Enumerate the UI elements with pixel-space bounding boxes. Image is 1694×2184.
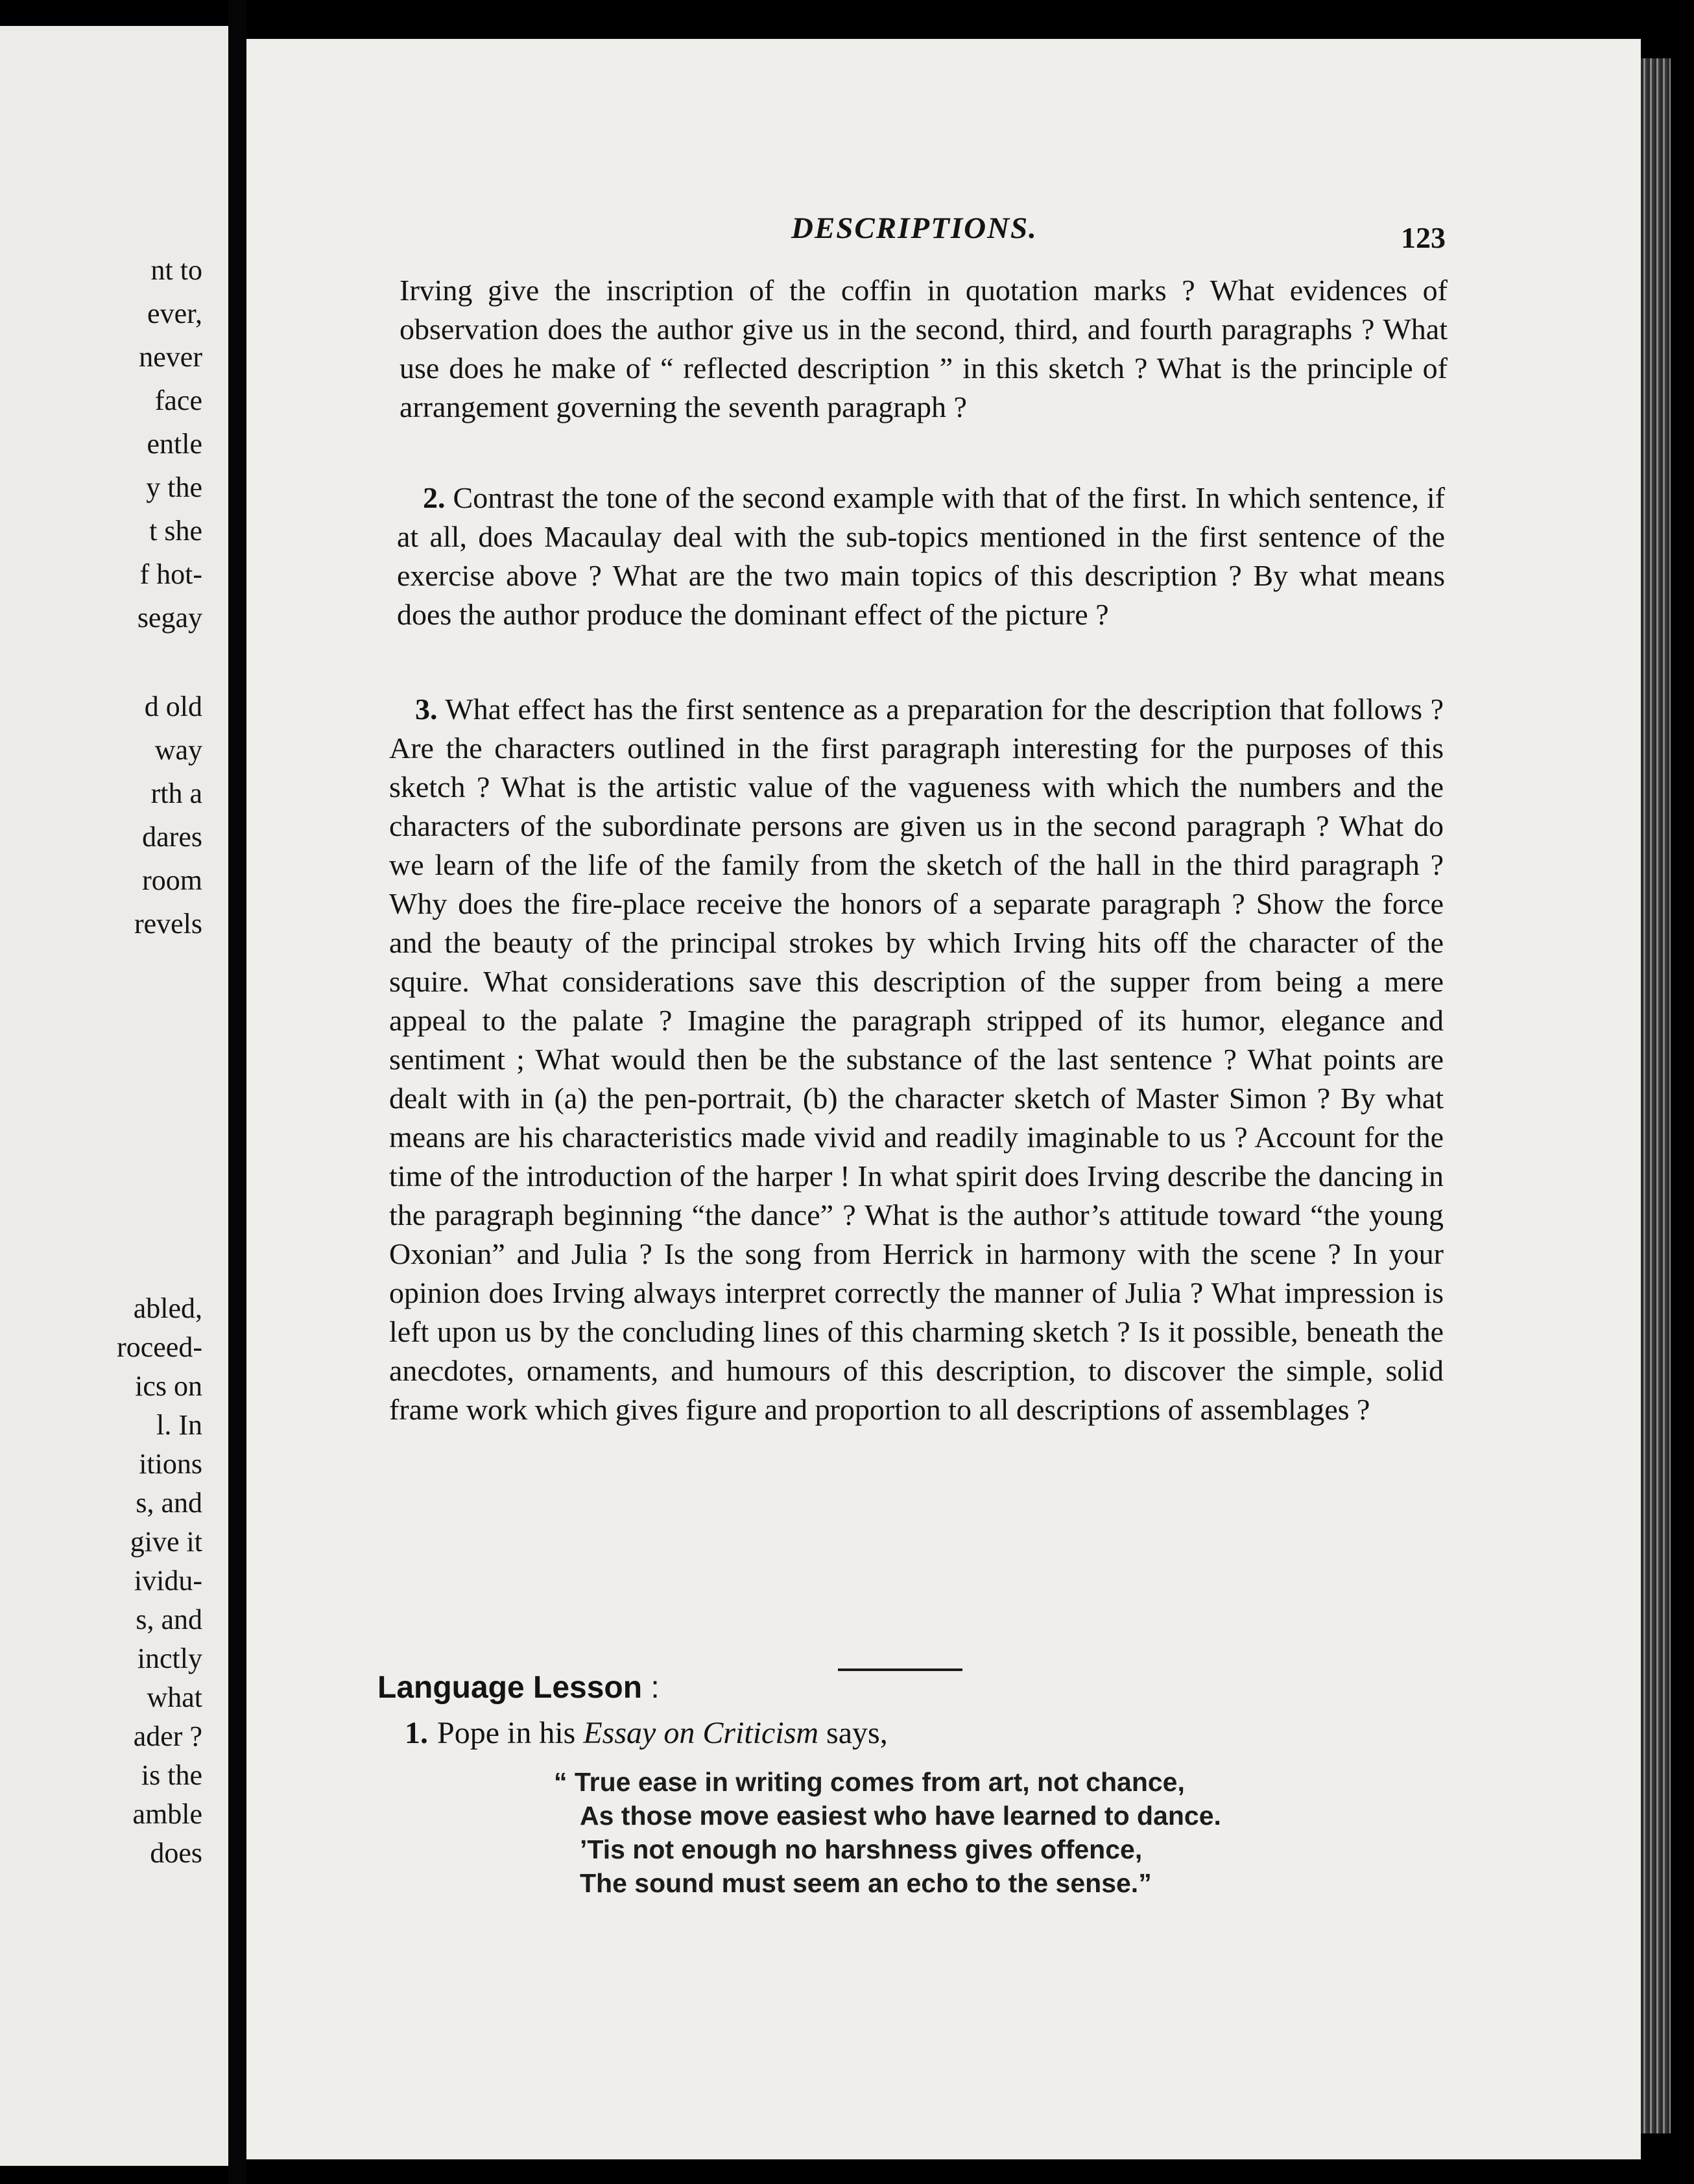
fragment-line: ividu- (134, 1565, 202, 1596)
lesson-item-number: 1. (405, 1716, 428, 1750)
lesson-item (405, 1715, 888, 1751)
fragment-line: d old (144, 691, 202, 722)
fragment-line: amble (132, 1798, 202, 1830)
fragment-line: give it (130, 1526, 202, 1558)
fragment-line: l. In (156, 1409, 202, 1441)
fragment-line: entle (147, 428, 202, 460)
fragment-line: dares (142, 821, 202, 853)
verse-line: ’Tis not enough no harshness gives offence, (580, 1834, 1143, 1864)
paragraph-continued: Irving give the inscription of the coffin in quotation marks ? What evidences of observation does the author give us in the second, third, and fourth paragraphs ? What use does he make of “ reflected description ” in this sketch ? What is the principle of arrangement governing the seventh paragraph ? (400, 274, 1448, 423)
facing-page-lines-top (137, 254, 202, 634)
fragment-line: t she (149, 515, 202, 547)
fragment-line: f hot- (139, 558, 202, 590)
fragment-line: what (147, 1681, 202, 1713)
paragraph-3 (389, 690, 1444, 1429)
verse-line: “ True ease in writing comes from art, not chance, (554, 1767, 1185, 1797)
lesson-item-work-title: Essay on Criticism (583, 1716, 819, 1750)
fragment-line: abled, (133, 1292, 202, 1324)
fragment-line: face (154, 385, 202, 416)
section-divider (838, 1668, 962, 1671)
facing-page-lines-middle (134, 691, 202, 940)
fragment-line: never (139, 341, 202, 373)
fragment-line: ader ? (133, 1720, 202, 1752)
fragment-line: room (142, 864, 202, 896)
lesson-item-intro: Pope in his (437, 1716, 576, 1750)
fragment-line: s, and (136, 1487, 202, 1519)
fragment-line: is the (141, 1759, 202, 1791)
paragraph-number: 3. (415, 693, 438, 726)
paragraph-number: 2. (423, 481, 446, 514)
fragment-line: does (150, 1837, 202, 1869)
running-head: DESCRIPTIONS. (791, 211, 1038, 245)
verse-line: As those move easiest who have learned to dance. (580, 1801, 1221, 1831)
heading-text: Language Lesson (377, 1670, 643, 1705)
fragment-line: roceed- (117, 1331, 202, 1363)
lesson-item-outro: says, (826, 1716, 888, 1750)
facing-page-lines-bottom (117, 1292, 202, 1869)
fragment-line: y the (146, 471, 202, 503)
book-gutter (228, 0, 246, 2184)
verse-line: The sound must seem an echo to the sense.” (580, 1868, 1152, 1898)
fragment-line: ever, (147, 298, 202, 329)
heading-colon: : (650, 1670, 660, 1705)
fragment-line: revels (134, 908, 202, 940)
fragment-line: way (154, 734, 202, 766)
fragment-line: s, and (136, 1604, 202, 1635)
fragment-line: inctly (137, 1643, 202, 1674)
fragment-line: ics on (135, 1370, 202, 1402)
page-edges (1641, 58, 1671, 2133)
paragraph-text: Contrast the tone of the second example with that of the first. In which sentence, if at all, does Macaulay deal with the sub-topics mentioned in the first sentence of the exercise above ? What are the two main topics of this description ? By what means does the author produce the dominant effect of the picture ? (397, 481, 1445, 631)
verse-quotation (554, 1765, 1221, 1900)
fragment-line: nt to (150, 254, 202, 286)
paragraph-2 (397, 479, 1445, 634)
facing-page-fragment (0, 26, 228, 2166)
fragment-line: segay (137, 602, 202, 634)
fragment-line: itions (139, 1448, 202, 1480)
paragraph-text: What effect has the first sentence as a preparation for the description that follows ? Are the characters outlined in the first paragraph interesting for the purposes of this sketch ? What is the artistic value of the vagueness with which the numbers and the characters of the subordinate persons are given us in the second paragraph ? What do we learn of the life of the family from the sketch of the hall in the third paragraph ? Why does the fire-place receive the honors of a separate paragraph ? Show the force and the beauty of the principal strokes by which Irving hits off the character of the squire. What considerations save this description of the supper from being a mere appeal to the palate ? Imagine the paragraph stripped of its humor, elegance and sentiment ; What would then be the substance of the last sentence ? What points are dealt with in (a) the pen-portrait, (b) the character sketch of Master Simon ? By what means are his characteristics made vivid and readily imaginable to us ? Account for the time of the introduction of the harper ! In what spirit does Irving describe the dancing in the paragraph beginning “the dance” ? What is the author’s attitude toward “the young Oxonian” and Julia ? Is the song from Herrick in harmony with the scene ? In your opinion does Irving always interpret correctly the manner of Julia ? What impression is left upon us by the concluding lines of this charming sketch ? Is it possible, beneath the anecdotes, ornaments, and humours of this description, to discover the simple, solid frame work which gives figure and proportion to all descriptions of assemblages ? (389, 693, 1444, 1426)
page-number: 123 (1401, 221, 1446, 254)
fragment-line: rth a (150, 777, 202, 809)
language-lesson-heading (377, 1670, 660, 1705)
